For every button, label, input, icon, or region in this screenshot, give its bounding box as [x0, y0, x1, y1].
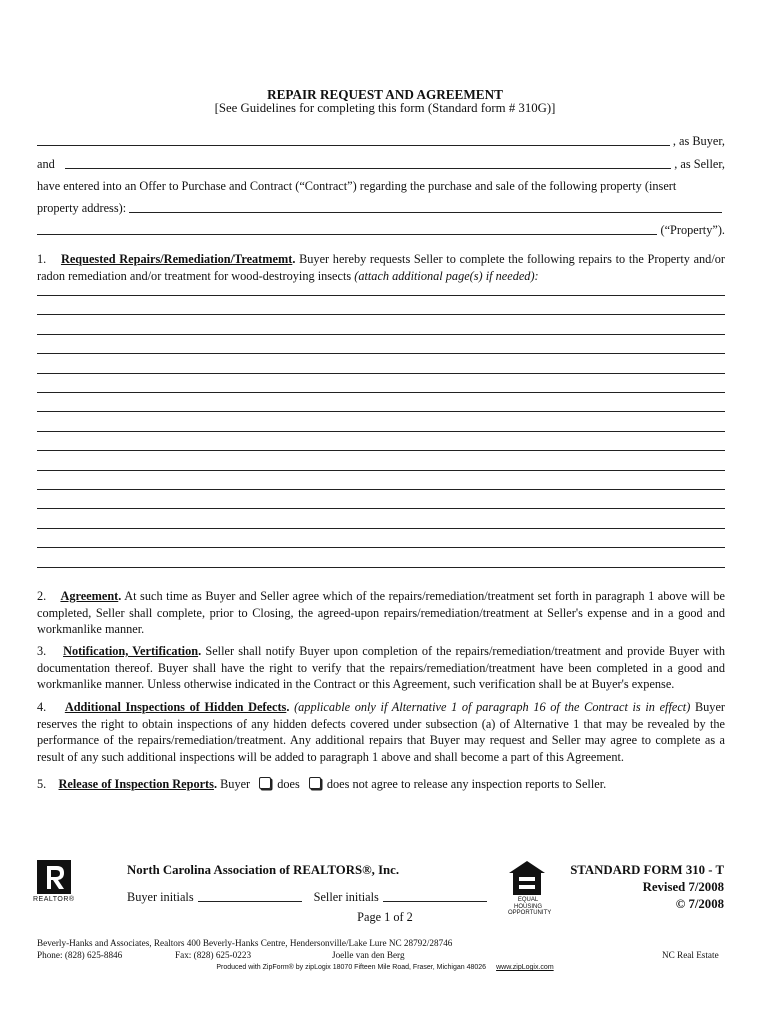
realtor-logo-icon [37, 860, 71, 894]
form-title: REPAIR REQUEST AND AGREEMENT [267, 87, 503, 102]
section-4-number: 4. [37, 700, 47, 714]
repair-line[interactable] [37, 295, 725, 296]
property-row [37, 222, 725, 238]
property-label: (“Property”). [660, 223, 725, 237]
section-2-text: At such time as Buyer and Seller agree which of the repairs/remediation/treatment set forth in paragraph 1 above will be completed, Seller shall complete, prior to Closing, the agreed-upon repairs/remediation/treatment at Seller's expense and in a good and workmanlike manner. [37, 589, 725, 636]
section-5: 5. Release of Inspection Reports. Buyer does does not agree to release any inspection reports to Seller. [37, 777, 607, 791]
buyer-initials-field[interactable] [198, 891, 302, 902]
repair-line[interactable] [37, 334, 725, 335]
section-4-heading: Additional Inspections of Hidden Defects [64, 700, 287, 714]
section-4: 4. Additional Inspections of Hidden Defects. (applicable only if Alternative 1 of paragraph 16 of the Contract is in effect) Buyer reserves the right to obtain inspections of any hidden defects covered under subsection (a) of Alternative 1 that may be revealed by the performance of the repairs/remediation/treatment. Any additional repairs that Buyer may request and Seller may agree to complete as a result of any such additional inspections will be added to paragraph 1 above and shall become a part of this Agreement. [37, 700, 725, 764]
equal-housing-icon [507, 860, 547, 896]
section-5-number: 5. [37, 777, 47, 791]
seller-row [37, 156, 725, 172]
section-1-number: 1. [37, 252, 47, 266]
seller-initials-label: Seller initials [313, 890, 379, 904]
seller-label: , as Seller, [674, 157, 725, 171]
repair-line[interactable] [37, 373, 725, 374]
section-1-text: Buyer hereby requests Seller to complete the following repairs to the Property and/or radon remediation and/or treatment for wood-destroying insects [37, 252, 725, 283]
does-checkbox[interactable] [259, 777, 271, 789]
section-2: 2. Agreement. At such time as Buyer and Seller agree which of the repairs/remediation/treatment set forth in paragraph 1 above will be completed, Seller shall complete, prior to Closing, the agreed-upon repairs/remediation/treatment at Seller's expense and in a good and workmanlike manner. [37, 589, 725, 636]
repair-line[interactable] [37, 547, 725, 548]
initials-row [127, 890, 499, 905]
seller-initials-field[interactable] [383, 891, 487, 902]
section-4-italic: (applicable only if Alternative 1 of paragraph 16 of the Contract is in effect) [294, 700, 691, 714]
repair-line[interactable] [37, 528, 725, 529]
intro-text: have entered into an Offer to Purchase and Contract (“Contract”) regarding the purchase and sale of the following property (insert [37, 179, 677, 193]
and-label: and [37, 157, 55, 171]
realtor-logo-text: REALTOR® [33, 896, 75, 903]
equal-housing-text: EQUAL HOUSING OPPORTUNITY [508, 897, 552, 916]
seller-name-field[interactable] [65, 156, 672, 169]
repair-line[interactable] [37, 431, 725, 432]
copyright: © 7/2008 [675, 897, 724, 911]
repair-line[interactable] [37, 508, 725, 509]
does-label: does [277, 777, 300, 791]
produced-text: Produced with ZipForm® by zipLogix 18070 Fifteen Mile Road, Fraser, Michigan 48026 [216, 964, 487, 971]
ziplogix-link[interactable]: www.zipLogix.com [496, 964, 554, 971]
brokerage-line: Beverly-Hanks and Associates, Realtors 400 Beverly-Hanks Centre, Hendersonville/Lake Lure NC 28792/28746 [37, 938, 453, 948]
section-3-number: 3. [37, 644, 47, 658]
repair-line[interactable] [37, 450, 725, 451]
repair-line[interactable] [37, 353, 725, 354]
nc-real-estate: NC Real Estate [662, 950, 719, 960]
repair-line[interactable] [37, 567, 725, 568]
does-not-label: does not agree to release any inspection reports to Seller. [326, 777, 607, 791]
section-1-italic: (attach additional page(s) if needed): [354, 268, 539, 283]
repair-line[interactable] [37, 314, 725, 315]
repair-line[interactable] [37, 489, 725, 490]
repair-line[interactable] [37, 411, 725, 412]
page-number: Page 1 of 2 [357, 910, 413, 924]
section-2-heading: Agreement [60, 589, 119, 603]
form-subtitle: [See Guidelines for completing this form (Standard form # 310G)] [214, 101, 556, 115]
section-1-heading: Requested Repairs/Remediation/Treatmemt [60, 252, 293, 266]
section-1: 1. Requested Repairs/Remediation/Treatmemt. Buyer hereby requests Seller to complete the following repairs to the Property and/or radon remediation and/or treatment for wood-destroying insects (attach additional page(s) if needed): [37, 252, 725, 283]
buyer-name-field[interactable] [37, 133, 670, 146]
section-3: 3. Notification, Vertification. Seller shall notify Buyer upon completion of the repairs/remediation/treatment and provide Buyer with documentation thereof. Buyer shall have the right to verify that the repairs/remediation/treatment have been completed in a good and workmanlike manner. Unless otherwise indicated in the Contract or this Agreement, such verification shall be at Buyer's expense. [37, 644, 725, 691]
property-address-field[interactable] [129, 200, 722, 213]
section-4-text: Buyer reserves the right to obtain inspections of any hidden defects covered under subsection (a) of Alternative 1 that may be revealed by the performance of the repairs/remediation/treatment. Any additional repairs that Buyer may request and Seller may agree to complete as a result of any such additional inspections will be added to paragraph 1 above and shall become a part of this Agreement. [37, 700, 725, 764]
address-label: property address): [37, 201, 127, 215]
section-5-heading: Release of Inspection Reports [58, 777, 214, 791]
buyer-row [37, 133, 725, 149]
repair-line[interactable] [37, 470, 725, 471]
address-row [37, 200, 725, 216]
section-5-buyer: Buyer [220, 777, 251, 791]
section-3-text: Seller shall notify Buyer upon completion of the repairs/remediation/treatment and provide Buyer with documentation thereof. Buyer shall have the right to verify that the repairs/remediation/treatment have been completed in a good and workmanlike manner. Unless otherwise indicated in the Contract or this Agreement, such verification shall be at Buyer's expense. [37, 644, 725, 691]
section-2-number: 2. [37, 589, 47, 603]
standard-form-block [570, 862, 724, 913]
does-not-checkbox[interactable] [309, 777, 321, 789]
buyer-initials-label: Buyer initials [127, 890, 194, 904]
association-name: North Carolina Association of REALTORS®, Inc. [127, 863, 400, 877]
property-address-field-2[interactable] [37, 222, 657, 235]
form-number: STANDARD FORM 310 - T [570, 863, 724, 877]
buyer-label: , as Buyer, [672, 134, 725, 148]
section-3-heading: Notification, Vertification [63, 644, 199, 658]
produced-by [0, 964, 770, 971]
phone: Phone: (828) 625-8846 [37, 950, 123, 960]
agent-name: Joelle van den Berg [332, 950, 405, 960]
revised-date: Revised 7/2008 [642, 880, 724, 894]
fax: Fax: (828) 625-0223 [175, 950, 252, 960]
repair-line[interactable] [37, 392, 725, 393]
